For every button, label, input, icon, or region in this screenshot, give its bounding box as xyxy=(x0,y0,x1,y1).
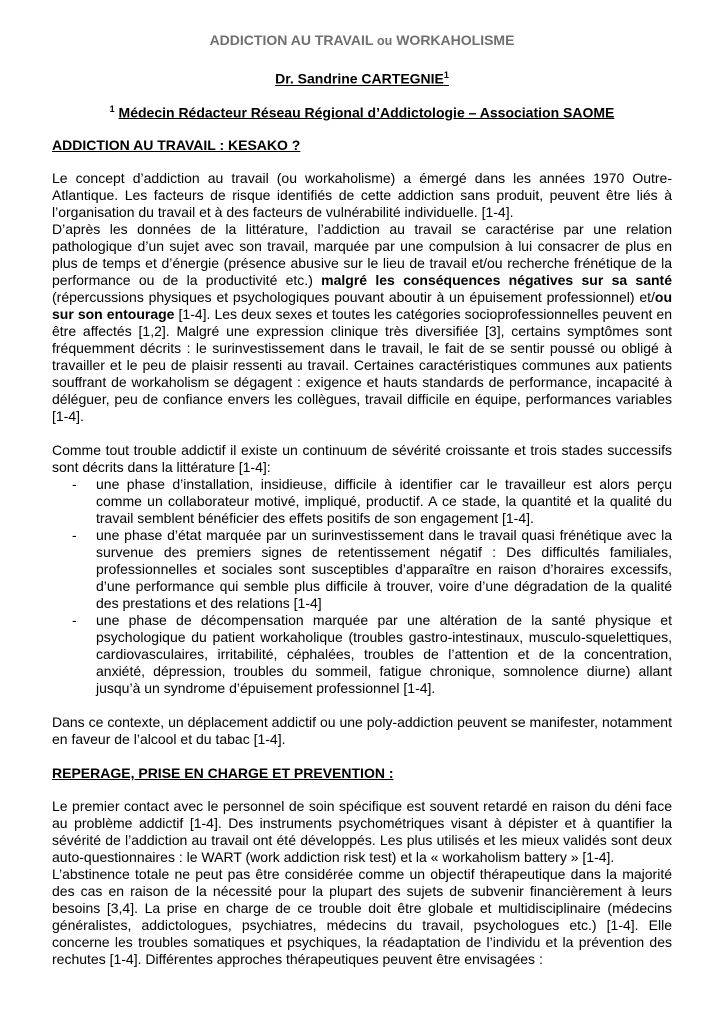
paragraph-intro: Le concept d’addiction au travail (ou workaholisme) a émergé dans les années 1970 Outre-Atlantique. Les facteurs de risque identifiés de cette addiction sans produit, peuvent être liés à l’organisation du travail et à des facteurs de vulnérabilité individuelle. [1-4]. xyxy=(52,170,672,221)
list-item: - une phase de décompensation marquée par une altération de la santé physique et psychologique du patient workaholique (troubles gastro-intestinaux, musculo-squelettiques, cardiovasculaires, irritabilité, céphalées, troubles de l’attention et de la concentration, anxiété, dépression, troubles du sommeil, fatigue chronique, somnolence diurne) allant jusqu’à un syndrome d’épuisement professionnel [1-4]. xyxy=(96,612,672,697)
definition-text-a: D’après les données de la littérature, l’addiction au travail se caractérise par une relation pathologique d’un sujet avec son travail, marquée par une compulsion à lui consacrer de plus en plus de temps et d’énergie (présence abusive sur le lieu de travail et/ou recherche frénétique de la performance ou de la productivité etc.) xyxy=(52,221,672,289)
section-heading-reperage: REPERAGE, PRISE EN CHARGE ET PREVENTION : xyxy=(52,765,394,782)
affiliation-line xyxy=(52,104,672,121)
document-title xyxy=(52,32,672,48)
title-text: ADDICTION AU TRAVAIL xyxy=(209,32,378,48)
affiliation-text: Médecin Rédacteur Réseau Régional d’Addictologie – Association SAOME xyxy=(118,104,615,121)
paragraph-stages-intro: Comme tout trouble addictif il existe un continuum de sévérité croissante et trois stades successifs sont décrits dans la littérature [1-4]: xyxy=(52,442,672,476)
title-text-end: WORKAHOLISME xyxy=(392,32,515,48)
affiliation-footnote-mark: 1 xyxy=(109,103,115,114)
author-footnote-mark: 1 xyxy=(443,70,449,80)
definition-bold-entourage: ou sur son entourage xyxy=(52,289,672,323)
definition-text-c: (répercussions physiques et psychologiques pouvant aboutir à un épuisement professionnel) et/ xyxy=(52,289,655,306)
paragraph-screening: Le premier contact avec le personnel de soin spécifique est souvent retardé en raison du déni face au problème addictif [1-4]. Des instruments psychométriques visant à dépister et à quantifier la sévérité de l’addiction au travail ont été développés. Les plus utilisés et les mieux validés sont deux auto-questionnaires : le WART (work addiction risk test) et la « workaholism battery » [1-4]. xyxy=(52,798,672,866)
author-line xyxy=(52,70,672,87)
definition-bold-health: malgré les conséquences négatives sur sa santé xyxy=(321,272,672,289)
author-name: Dr. Sandrine CARTEGNIE xyxy=(275,70,444,87)
title-conjunction: ou xyxy=(377,34,393,48)
definition-text-e: [1-4]. Les deux sexes et toutes les catégories socioprofessionnelles peuvent en être affectés [1,2]. Malgré une expression clinique très diversifiée [3], certains symptômes sont fréquemment décrits : le surinvestissement dans le travail, le fait de se sentir poussé ou obligé à travailler et le peu de plaisir ressenti au travail. Certaines caractéristiques communes aux patients souffrant de workaholism se dégagent : exigence et hauts standards de performance, incapacité à déléguer, peu de confiance envers les collègues, travail difficile en équipe, performances variables [1-4]. xyxy=(52,306,672,425)
paragraph-definition xyxy=(52,221,672,425)
paragraph-context: Dans ce contexte, un déplacement addictif ou une poly-addiction peuvent se manifester, notamment en faveur de l’alcool et du tabac [1-4]. xyxy=(52,714,672,748)
list-item: - une phase d’état marquée par un surinvestissement dans le travail quasi frénétique avec la survenue des premiers signes de retentissement négatif : Des difficultés familiales, professionnelles et sociales sont susceptibles d’apparaître en raison d’horaires excessifs, d’une performance qui semble plus difficile à trouver, voire d’une dégradation de la qualité des prestations et des relations [1-4] xyxy=(96,527,672,612)
section-heading-kesako: ADDICTION AU TRAVAIL : KESAKO ? xyxy=(52,137,301,154)
stages-list xyxy=(52,476,672,697)
paragraph-treatment: L’abstinence totale ne peut pas être considérée comme un objectif thérapeutique dans la majorité des cas en raison de la nécessité pour la plupart des sujets de subvenir financièrement à leurs besoins [3,4]. La prise en charge de ce trouble doit être globale et multidisciplinaire (médecins généralistes, addictologues, psychiatres, médecins du travail, psychologues etc.) [1-4]. Elle concerne les troubles somatiques et psychiques, la réadaptation de l’individu et la prévention des rechutes [1-4]. Différentes approches thérapeutiques peuvent être envisagées : xyxy=(52,866,672,968)
list-item: - une phase d’installation, insidieuse, difficile à identifier car le travailleur est alors perçu comme un collaborateur motivé, impliqué, productif. A ce stade, la quantité et la qualité du travail semblent bénéficier des effets positifs de son engagement [1-4]. xyxy=(96,476,672,527)
